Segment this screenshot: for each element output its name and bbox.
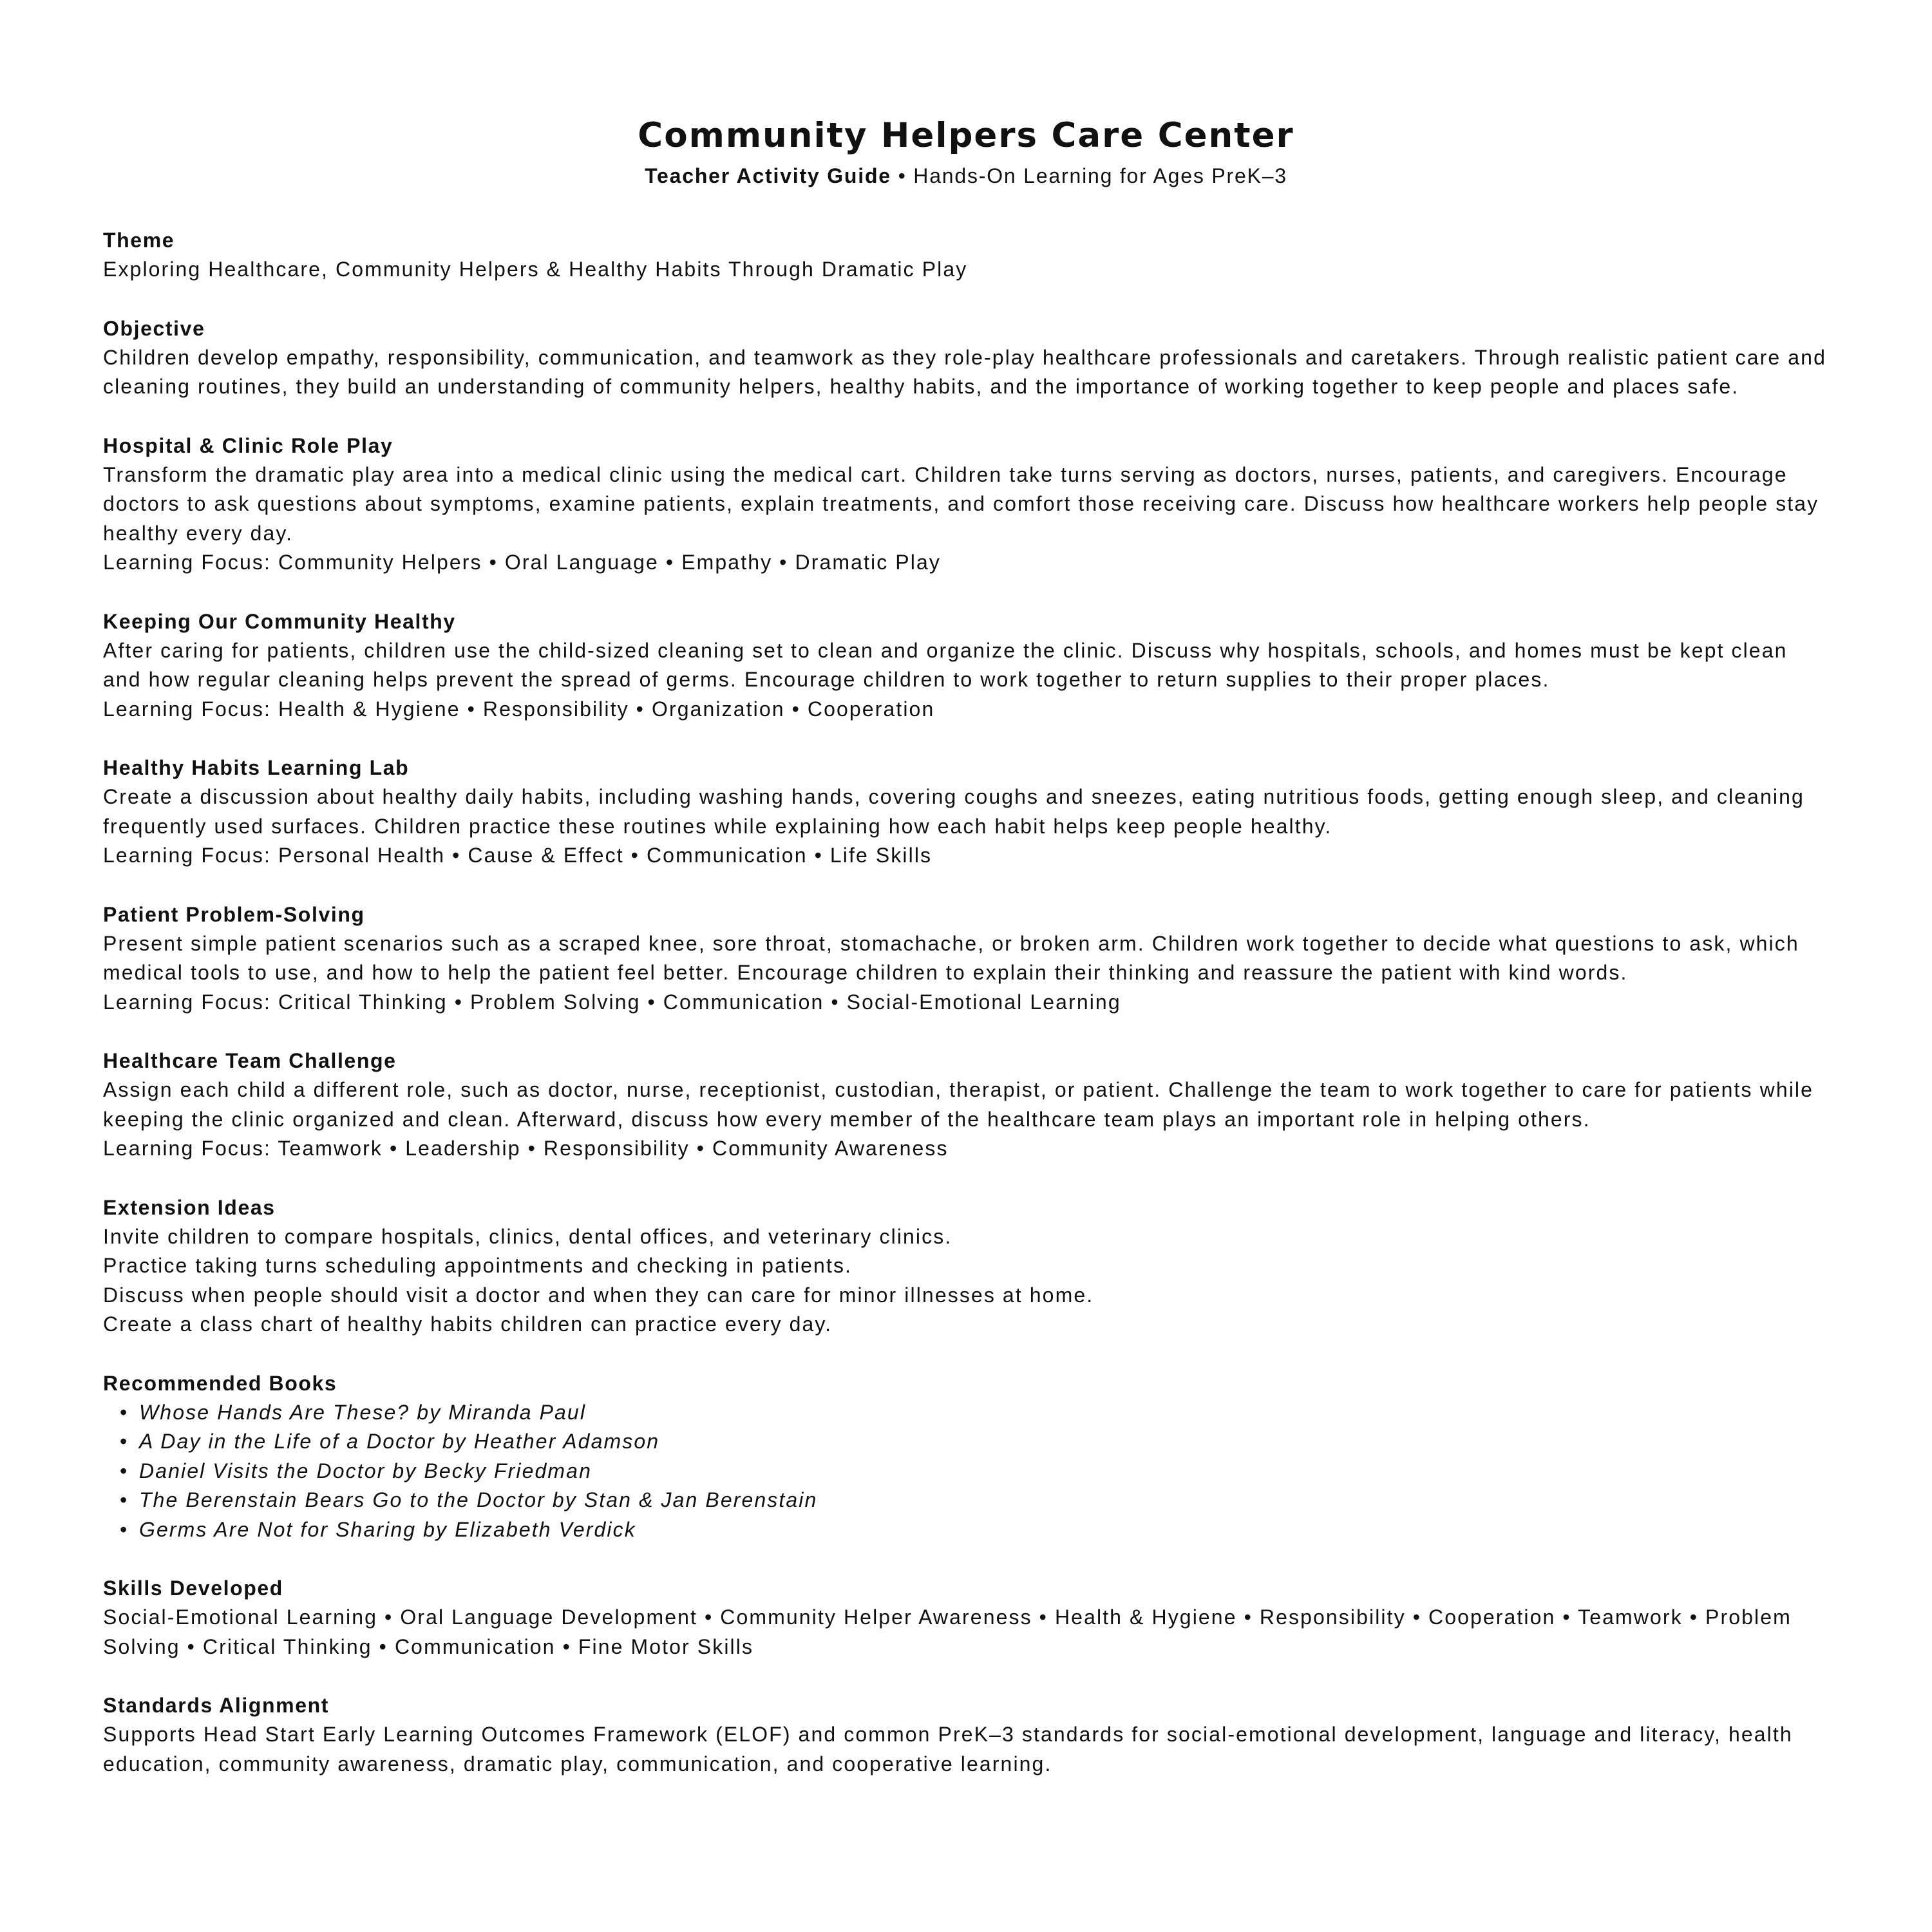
bullet-icon: • (120, 1430, 129, 1453)
section-heading: Hospital & Clinic Role Play (103, 433, 393, 457)
section-recommended-books (103, 1368, 1829, 1545)
section-heading: Patient Problem-Solving (103, 902, 365, 926)
section-keeping-healthy (103, 607, 1829, 724)
section-problem-solving (103, 900, 1829, 1018)
section-skills-developed (103, 1573, 1829, 1662)
book-title: Whose Hands Are These? by Miranda Paul (139, 1400, 587, 1424)
bullet-icon: • (120, 1400, 129, 1424)
section-heading: Skills Developed (103, 1577, 283, 1600)
learning-focus: Learning Focus: Critical Thinking • Problem Solving • Communication • Social-Emotional Learning (103, 990, 1121, 1014)
section-heading: Recommended Books (103, 1371, 337, 1395)
section-heading: Standards Alignment (103, 1694, 330, 1717)
bullet-icon: • (120, 1488, 129, 1511)
section-text: Supports Head Start Early Learning Outcomes Framework (ELOF) and common PreK–3 standards for social-emotional development, language and literacy, health education, community awareness, dramatic play, communication, and cooperative learning. (103, 1723, 1793, 1776)
document-page (103, 115, 1829, 1808)
document-header (103, 115, 1829, 191)
bullet-icon: • (120, 1459, 129, 1482)
book-item (120, 1427, 1829, 1457)
section-extension-ideas (103, 1193, 1829, 1340)
section-hospital-role-play (103, 431, 1829, 578)
extension-item: Discuss when people should visit a doctor and when they can care for minor illnesses at home. (103, 1283, 1094, 1307)
section-objective (103, 314, 1829, 402)
section-heading: Healthy Habits Learning Lab (103, 756, 410, 779)
section-heading: Healthcare Team Challenge (103, 1049, 397, 1072)
page-subtitle (103, 161, 1829, 191)
section-team-challenge (103, 1046, 1829, 1164)
book-item (120, 1457, 1829, 1486)
section-heading: Objective (103, 316, 205, 340)
section-heading: Extension Ideas (103, 1195, 276, 1219)
book-title: Germs Are Not for Sharing by Elizabeth Verdick (139, 1517, 636, 1541)
section-heading: Theme (103, 229, 175, 252)
section-text: Present simple patient scenarios such as a scraped knee, sore throat, stomachache, or broken arm. Children work together to decide what questions to ask, which medical tools to use, and how to help the patient feel better. Encourage children to explain their thinking and reassure the patient with kind words. (103, 931, 1799, 984)
learning-focus: Learning Focus: Health & Hygiene • Responsibility • Organization • Cooperation (103, 697, 935, 721)
section-text: Children develop empathy, responsibility, communication, and teamwork as they role-play healthcare professionals and caretakers. Through realistic patient care and cleaning routines, they build an understanding of community helpers, healthy habits, and the importance of working together to keep people and places safe. (103, 345, 1826, 398)
extension-item: Practice taking turns scheduling appointments and checking in patients. (103, 1254, 853, 1277)
book-title: Daniel Visits the Doctor by Becky Friedman (139, 1459, 592, 1482)
section-text: Assign each child a different role, such as doctor, nurse, receptionist, custodian, therapist, or patient. Challenge the team to work together to care for patients while keeping the clinic organized and clean. Afterward, discuss how every member of the healthcare team plays an important role in helping others. (103, 1078, 1814, 1131)
bullet-icon: • (120, 1517, 129, 1541)
book-item (120, 1515, 1829, 1545)
subtitle-audience: • Hands-On Learning for Ages PreK–3 (891, 164, 1287, 187)
section-text: After caring for patients, children use the child-sized cleaning set to clean and organize the clinic. Discuss why hospitals, schools, and homes must be kept clean and how regular cleaning helps prevent the spread of germs. Encourage children to work together to return supplies to their proper places. (103, 638, 1788, 691)
learning-focus: Learning Focus: Personal Health • Cause & Effect • Communication • Life Skills (103, 844, 933, 867)
book-list (103, 1398, 1829, 1545)
section-text: Transform the dramatic play area into a medical clinic using the medical cart. Children take turns serving as doctors, nurses, patients, and caregivers. Encourage doctors to ask questions about symptoms, examine patients, explain treatments, and comfort those receiving care. Discuss how healthcare workers help people stay healthy every day. (103, 462, 1819, 545)
section-theme (103, 225, 1829, 285)
book-item (120, 1398, 1829, 1428)
section-text: Social-Emotional Learning • Oral Language Development • Community Helper Awareness • Health & Hygiene • Responsibility • Cooperation • Teamwork • Problem Solving • Critical Thinking • Communication • Fine Motor Skills (103, 1605, 1792, 1658)
page-title: Community Helpers Care Center (638, 116, 1294, 155)
subtitle-guide-label: Teacher Activity Guide (645, 164, 891, 187)
section-text: Exploring Healthcare, Community Helpers & Healthy Habits Through Dramatic Play (103, 258, 968, 281)
section-healthy-habits (103, 753, 1829, 871)
section-text: Create a discussion about healthy daily habits, including washing hands, covering coughs and sneezes, eating nutritious foods, getting enough sleep, and cleaning frequently used surfaces. Children practice these routines while explaining how each habit helps keep people healthy. (103, 785, 1804, 838)
book-title: The Berenstain Bears Go to the Doctor by Stan & Jan Berenstain (139, 1488, 818, 1511)
learning-focus: Learning Focus: Community Helpers • Oral Language • Empathy • Dramatic Play (103, 551, 941, 574)
extension-item: Create a class chart of healthy habits children can practice every day. (103, 1312, 833, 1336)
section-standards-alignment (103, 1690, 1829, 1779)
book-item (120, 1486, 1829, 1515)
learning-focus: Learning Focus: Teamwork • Leadership • Responsibility • Community Awareness (103, 1137, 949, 1160)
book-title: A Day in the Life of a Doctor by Heather Adamson (139, 1430, 660, 1453)
section-heading: Keeping Our Community Healthy (103, 609, 456, 633)
extension-item: Invite children to compare hospitals, clinics, dental offices, and veterinary clinics. (103, 1224, 952, 1248)
